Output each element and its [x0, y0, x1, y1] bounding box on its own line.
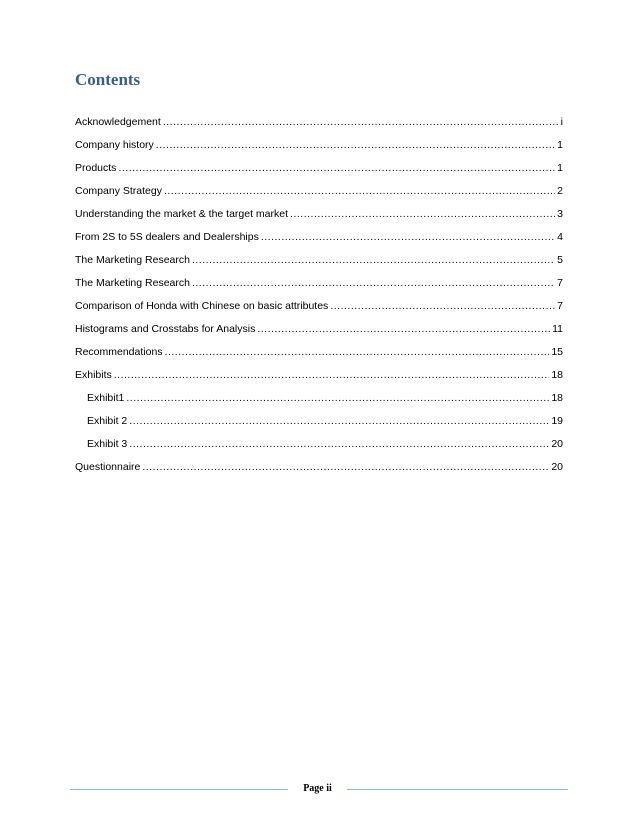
- toc-entry-page-number: 19: [551, 415, 563, 427]
- toc-entry-label: Histograms and Crosstabs for Analysis: [75, 323, 256, 335]
- toc-entry-label: Understanding the market & the target market: [75, 208, 289, 220]
- toc-entry[interactable]: [75, 435, 563, 458]
- toc-dot-leader: [165, 343, 550, 362]
- toc-heading: Contents: [75, 70, 141, 89]
- toc-entry-label: Exhibit 2: [87, 415, 128, 427]
- toc-entry[interactable]: [75, 159, 563, 182]
- toc-entry-page-number: 1: [557, 139, 563, 151]
- toc-entry[interactable]: [75, 389, 563, 412]
- toc-entry-label: The Marketing Research: [75, 254, 190, 266]
- toc-entry-label: Exhibit 3: [87, 438, 128, 450]
- toc-entry-page-number: 11: [552, 323, 563, 335]
- toc-entry-page-number: 20: [551, 461, 563, 473]
- toc-entry[interactable]: [75, 412, 563, 435]
- toc-entry-label: The Marketing Research: [75, 277, 190, 289]
- toc-dot-leader: [192, 274, 555, 293]
- toc-entry[interactable]: [75, 458, 563, 481]
- table-of-contents: [75, 113, 563, 481]
- toc-dot-leader: [129, 412, 549, 431]
- toc-entry-label: Company history: [75, 139, 154, 151]
- toc-entry-page-number: 3: [557, 208, 563, 220]
- toc-dot-leader: [330, 297, 555, 316]
- toc-dot-leader: [164, 182, 555, 201]
- toc-entry[interactable]: [75, 228, 563, 251]
- toc-dot-leader: [192, 251, 555, 270]
- toc-entry-page-number: 20: [551, 438, 563, 450]
- toc-entry[interactable]: [75, 297, 563, 320]
- toc-entry[interactable]: [75, 251, 563, 274]
- toc-entry[interactable]: [75, 366, 563, 389]
- toc-entry[interactable]: [75, 182, 563, 205]
- toc-entry-page-number: i: [560, 116, 563, 128]
- toc-entry-label: Exhibit1: [87, 392, 125, 404]
- footer-rule-right: [347, 789, 568, 790]
- toc-entry-page-number: 7: [557, 300, 563, 312]
- page-number-label: Page ii: [303, 783, 332, 794]
- toc-entry[interactable]: [75, 320, 563, 343]
- toc-entry[interactable]: [75, 136, 563, 159]
- toc-entry-page-number: 18: [551, 369, 563, 381]
- toc-dot-leader: [129, 435, 549, 454]
- toc-dot-leader: [257, 320, 550, 339]
- footer-rule-left: [70, 789, 288, 790]
- toc-entry-label: Exhibits: [75, 369, 112, 381]
- toc-entry-label: Company Strategy: [75, 185, 162, 197]
- page-footer: [70, 781, 568, 797]
- toc-entry-label: Recommendations: [75, 346, 163, 358]
- toc-dot-leader: [290, 205, 555, 224]
- toc-entry[interactable]: [75, 205, 563, 228]
- toc-dot-leader: [156, 136, 555, 155]
- toc-dot-leader: [163, 113, 559, 132]
- toc-entry-page-number: 15: [551, 346, 563, 358]
- toc-entry-label: From 2S to 5S dealers and Dealerships: [75, 231, 259, 243]
- toc-entry-label: Questionnaire: [75, 461, 141, 473]
- toc-entry-page-number: 4: [557, 231, 563, 243]
- toc-dot-leader: [118, 159, 555, 178]
- toc-entry-page-number: 7: [557, 277, 563, 289]
- toc-dot-leader: [114, 366, 550, 385]
- toc-entry[interactable]: [75, 343, 563, 366]
- toc-entry-page-number: 18: [551, 392, 563, 404]
- toc-dot-leader: [142, 458, 549, 477]
- toc-entry-label: Products: [75, 162, 117, 174]
- toc-dot-leader: [126, 389, 549, 408]
- toc-entry-page-number: 5: [557, 254, 563, 266]
- toc-dot-leader: [261, 228, 555, 247]
- toc-entry-page-number: 1: [557, 162, 563, 174]
- toc-entry-page-number: 2: [557, 185, 563, 197]
- toc-entry[interactable]: [75, 274, 563, 297]
- toc-entry[interactable]: [75, 113, 563, 136]
- toc-entry-label: Comparison of Honda with Chinese on basic attributes: [75, 300, 329, 312]
- toc-entry-label: Acknowledgement: [75, 116, 161, 128]
